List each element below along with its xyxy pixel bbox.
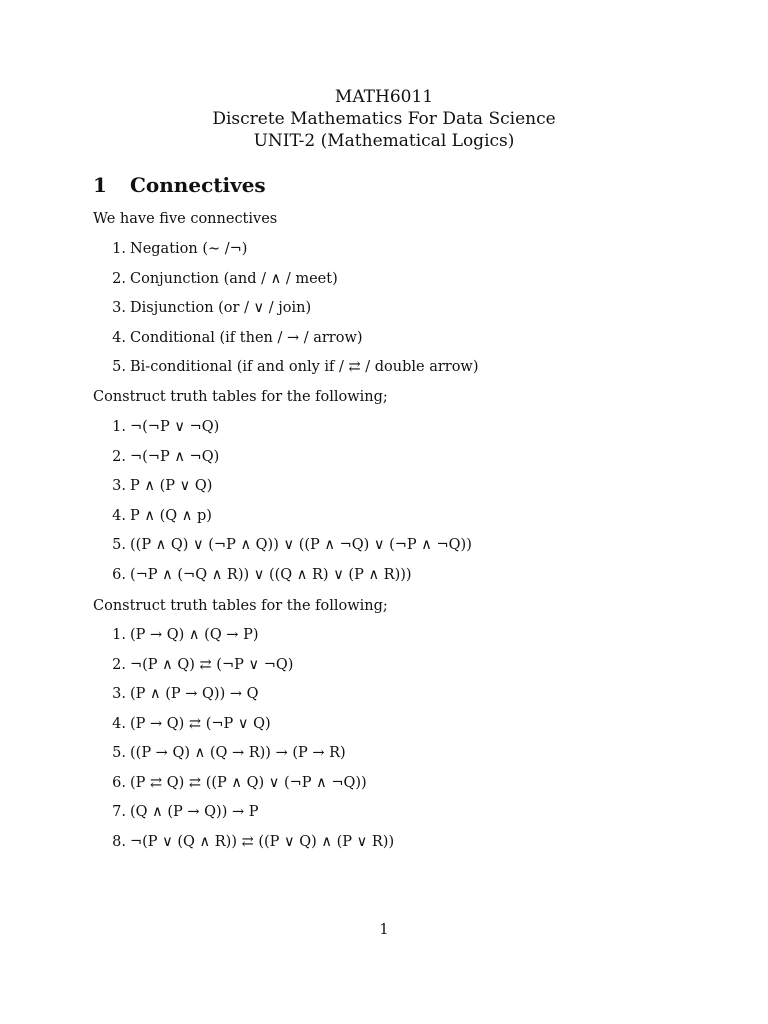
list-item-text: ((P → Q) ∧ (Q → R)) → (P → R) <box>130 745 346 761</box>
instruction-paragraph: Construct truth tables for the following; <box>93 389 388 405</box>
document-title <box>0 86 768 152</box>
list-marker: 6. <box>112 567 126 583</box>
list-item-text: (Q ∧ (P → Q)) → P <box>130 804 259 820</box>
list-marker: 5. <box>112 359 126 375</box>
list-marker: 2. <box>112 271 126 287</box>
list-item-text: (P → Q) ⇄ (¬P ∨ Q) <box>130 716 271 732</box>
list-marker: 4. <box>112 508 126 524</box>
list-marker: 1. <box>112 419 126 435</box>
list-item-text: (P ∧ (P → Q)) → Q <box>130 686 259 702</box>
list-marker: 3. <box>112 300 126 316</box>
list-marker: 2. <box>112 657 126 673</box>
list-marker: 4. <box>112 716 126 732</box>
section-title: Connectives <box>130 173 266 197</box>
section-number: 1 <box>93 173 107 197</box>
list-marker: 3. <box>112 478 126 494</box>
list-item-text: Disjunction (or / ∨ / join) <box>130 300 312 316</box>
list-item-text: P ∧ (Q ∧ p) <box>130 508 212 524</box>
page-number: 1 <box>379 922 389 938</box>
list-item-text: ¬(¬P ∧ ¬Q) <box>130 449 220 465</box>
list-marker: 7. <box>112 804 126 820</box>
list-marker: 8. <box>112 834 126 850</box>
course-code: MATH6011 <box>334 87 434 107</box>
list-item-text: Negation (∼ /¬) <box>130 241 248 257</box>
list-marker: 2. <box>112 449 126 465</box>
list-item-text: ¬(P ∧ Q) ⇄ (¬P ∨ ¬Q) <box>130 657 294 673</box>
list-marker: 5. <box>112 745 126 761</box>
list-item-text: Conjunction (and / ∧ / meet) <box>130 271 338 287</box>
list-marker: 3. <box>112 686 126 702</box>
list-marker: 1. <box>112 627 126 643</box>
list-marker: 1. <box>112 241 126 257</box>
list-item-text: ¬(¬P ∨ ¬Q) <box>130 419 220 435</box>
list-item-text: ((P ∧ Q) ∨ (¬P ∧ Q)) ∨ ((P ∧ ¬Q) ∨ (¬P ∧ ¬Q)) <box>130 537 472 553</box>
list-item-text: (¬P ∧ (¬Q ∧ R)) ∨ ((Q ∧ R) ∨ (P ∧ R))) <box>130 567 412 583</box>
section-heading <box>93 173 266 197</box>
list-item-text: P ∧ (P ∨ Q) <box>130 478 213 494</box>
list-marker: 5. <box>112 537 126 553</box>
list-item-text: Bi-conditional (if and only if / ⇄ / double arrow) <box>130 359 479 375</box>
list-item-text: (P ⇄ Q) ⇄ ((P ∧ Q) ∨ (¬P ∧ ¬Q)) <box>130 775 367 791</box>
list-item-text: (P → Q) ∧ (Q → P) <box>130 627 259 643</box>
course-name: Discrete Mathematics For Data Science <box>212 109 556 129</box>
list-marker: 6. <box>112 775 126 791</box>
list-item-text: ¬(P ∨ (Q ∧ R)) ⇄ ((P ∨ Q) ∧ (P ∨ R)) <box>130 834 395 850</box>
intro-paragraph: We have five connectives <box>93 211 278 227</box>
list-item-text: Conditional (if then / → / arrow) <box>130 330 363 346</box>
instruction-paragraph: Construct truth tables for the following; <box>93 598 388 614</box>
list-marker: 4. <box>112 330 126 346</box>
unit-name: UNIT-2 (Mathematical Logics) <box>253 131 515 151</box>
